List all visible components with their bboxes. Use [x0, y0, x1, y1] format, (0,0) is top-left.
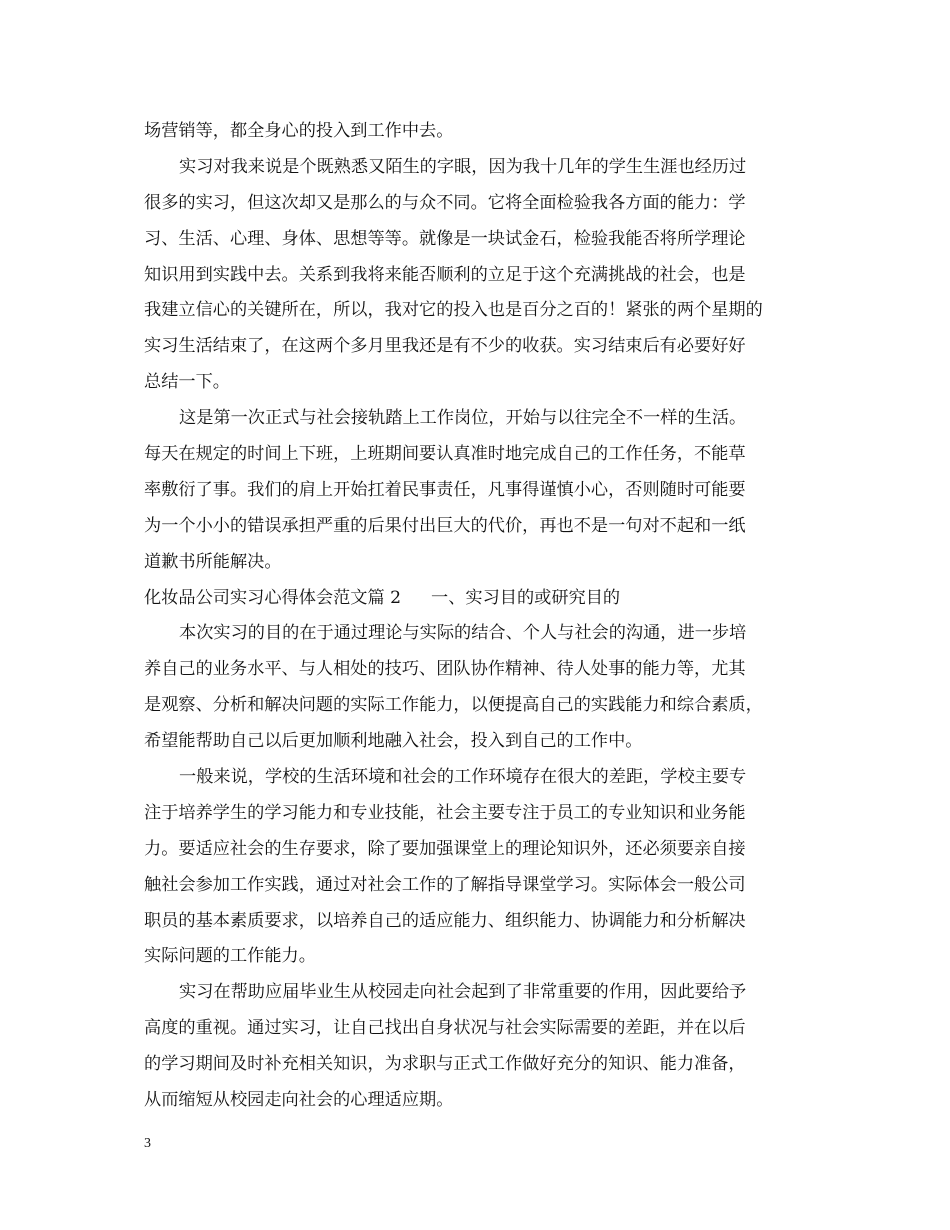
- text-line: 本次实习的目的在于通过理论与实际的结合、个人与社会的沟通，进一步培: [179, 623, 747, 644]
- text-line: 职员的基本素质要求，以培养自己的适应能力、组织能力、协调能力和分析解决: [144, 910, 746, 931]
- text-line: 实习在帮助应届毕业生从校园走向社会起到了非常重要的作用，因此要给予: [179, 982, 747, 1003]
- text-line: 率敷衍了事。我们的肩上开始扛着民事责任，凡事得谨慎小心，否则随时可能要: [144, 479, 746, 500]
- text-line: 知识用到实践中去。关系到我将来能否顺利的立足于这个充满挑战的社会，也是: [144, 264, 746, 285]
- text-line: 习、生活、心理、身体、思想等等。就像是一块试金石，检验我能否将所学理论: [144, 228, 746, 249]
- text-line: 为一个小小的错误承担严重的后果付出巨大的代价，再也不是一句对不起和一纸: [144, 515, 746, 536]
- text-line: 这是第一次正式与社会接轨踏上工作岗位，开始与以往完全不一样的生活。: [179, 408, 747, 429]
- text-line: 力。要适应社会的生存要求，除了要加强课堂上的理论知识外，还必须要亲自接: [144, 838, 746, 859]
- text-line: 每天在规定的时间上下班，上班期间要认真准时地完成自己的工作任务，不能草: [144, 444, 746, 465]
- text-line: 养自己的业务水平、与人相处的技巧、团队协作精神、待人处事的能力等，尤其: [144, 659, 746, 680]
- text-line: 是观察、分析和解决问题的实际工作能力，以便提高自己的实践能力和综合素质，: [144, 695, 763, 716]
- text-line: 触社会参加工作实践，通过对社会工作的了解指导课堂学习。实际体会一般公司: [144, 874, 746, 895]
- text-line: 总结一下。: [144, 372, 230, 393]
- text-line: 道歉书所能解决。: [144, 551, 282, 572]
- body-text: [144, 114, 824, 1119]
- section-title: 一、实习目的或研究目的: [431, 587, 621, 608]
- text-line: 实际问题的工作能力。: [144, 946, 316, 967]
- text-line: 注于培养学生的学习能力和专业技能，社会主要专注于员工的专业知识和业务能: [144, 802, 746, 823]
- text-line: 一般来说，学校的生活环境和社会的工作环境存在很大的差距，学校主要专: [179, 767, 747, 788]
- article-title: 化妆品公司实习心得体会范文篇 2: [144, 587, 402, 608]
- text-line: 从而缩短从校园走向社会的心理适应期。: [144, 1090, 454, 1111]
- text-line: 实习生活结束了，在这两个多月里我还是有不少的收获。实习结束后有必要好好: [144, 336, 746, 357]
- text-line: 的学习期间及时补充相关知识，为求职与正式工作做好充分的知识、能力准备，: [144, 1054, 746, 1075]
- text-line: 我建立信心的关键所在，所以，我对它的投入也是百分之百的！紧张的两个星期的: [144, 300, 763, 321]
- text-line: 高度的重视。通过实习，让自己找出自身状况与社会实际需要的差距，并在以后: [144, 1018, 746, 1039]
- text-line: 场营销等，都全身心的投入到工作中去。: [144, 121, 454, 141]
- text-line: 希望能帮助自己以后更加顺利地融入社会，投入到自己的工作中。: [144, 731, 643, 752]
- page-number: 3: [144, 1136, 151, 1151]
- text-line: 实习对我来说是个既熟悉又陌生的字眼，因为我十几年的学生生涯也经历过: [179, 156, 747, 177]
- section-heading: [144, 581, 824, 617]
- text-line: 很多的实习，但这次却又是那么的与众不同。它将全面检验我各方面的能力：学: [144, 192, 746, 213]
